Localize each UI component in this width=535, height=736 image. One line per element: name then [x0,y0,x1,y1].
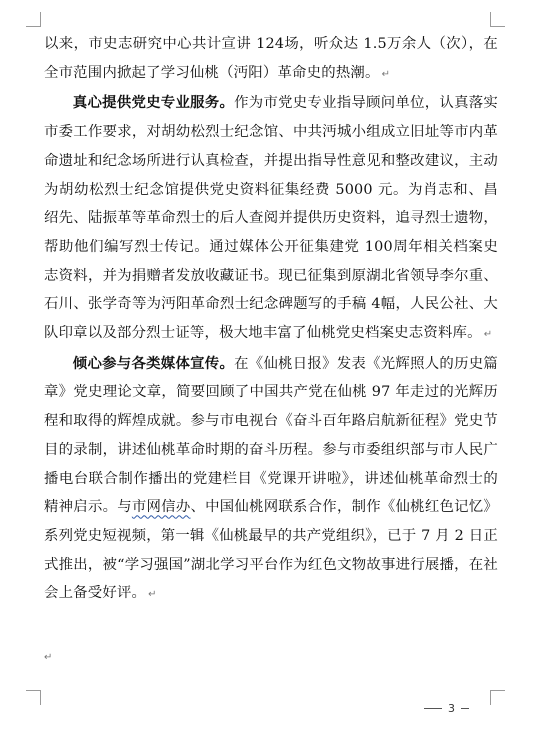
paragraph-mark-icon: ↵ [483,329,493,341]
paragraph-3-text-b: 、中国仙桃网联系合作，制作《仙桃红色记忆》系列党史短视频，第一辑《仙桃最早的共产党组织》，已于 7 月 2 日正式推出，被“学习强国”湖北学习平台作为红色文物故事进行展播，在社会上备受好评。 [44,499,499,602]
paragraph-3 [44,350,498,610]
empty-paragraph-mark-icon: ↵ [44,652,53,663]
paragraph-1-text: 以来，市史志研究中心共计宣讲 124场，听众达 1.5万余人（次），在全市范围内掀起了学习仙桃（沔阳）革命史的热潮。 [44,36,498,81]
page-number: 3 [448,701,455,715]
paragraph-1 [44,30,498,89]
paragraph-2-text: 作为市党史专业指导顾问单位，认真落实市委工作要求，对胡幼松烈士纪念馆、中共沔城小组成立旧址等市内革命遗址和纪念场所进行认真检查，并提出指导性意见和整改建议，主动为胡幼松烈士纪念馆提供党史资料征集经费 5000 元。为肖志和、昌绍先、陆振革等革命烈士的后人查阅并提供历史资料，追寻烈士遗物，帮助他们编写烈士传记。通过媒体公开征集建党 100周年相关档案史志资料，并为捐赠者发放收藏证书。现已征集到原湖北省领导李尔重、石川、张学奇等为沔阳革命烈士纪念碑题写的手稿 4幅，人民公社、大队印章以及部分烈士证等，极大地丰富了仙桃党史档案史志资料库。 [44,95,498,342]
page-footer [424,700,494,716]
paragraph-3-heading: 倾心参与各类媒体宣传。 [72,354,235,372]
paragraph-mark-icon: ↵ [381,68,391,80]
footer-dash-right [461,708,469,709]
paragraph-2 [44,89,498,349]
margin-corner-top-left [26,12,41,27]
footer-dash-left [424,708,442,709]
margin-corner-top-right [490,12,505,27]
paragraph-mark-icon: ↵ [148,589,157,601]
margin-corner-bottom-left [26,690,41,705]
paragraph-3-text-a: 在《仙桃日报》发表《光辉照人的历史篇章》党史理论文章，简要回顾了中国共产党在仙桃 97 年走过的光辉历程和取得的辉煌成就。参与市电视台《奋斗百年路启航新征程》党史节目的录制，讲述仙桃革命时期的奋斗历程。参与市委组织部与市人民广播电台联合制作播出的党建栏目《党课开讲啦》，讲述仙桃革命烈士的精神启示。与 [44,355,498,516]
paragraph-2-heading: 真心提供党史专业服务。 [72,94,235,112]
spellcheck-underlined-text: 市网信办 [131,499,191,516]
document-body[interactable] [44,30,498,610]
